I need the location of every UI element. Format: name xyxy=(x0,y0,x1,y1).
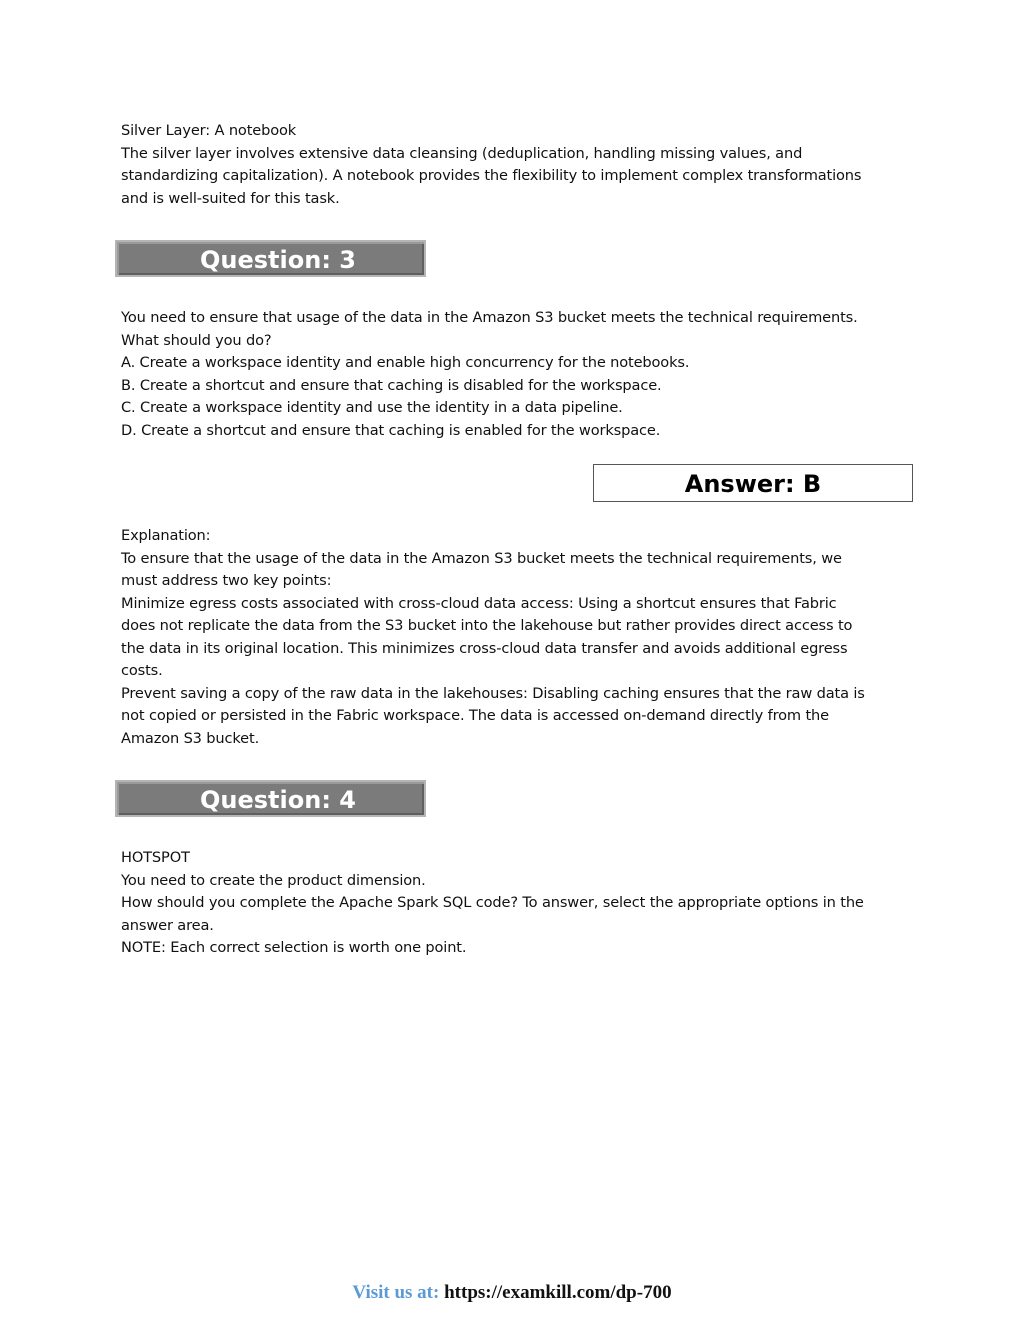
explanation-paragraph xyxy=(121,525,911,750)
page-footer xyxy=(0,1281,1024,1305)
option-d: D. Create a shortcut and ensure that caching is enabled for the workspace. xyxy=(121,421,661,439)
explanation-line: Minimize egress costs associated with cross-cloud data access: Using a shortcut ensures that Fabric xyxy=(121,594,837,612)
intro-line: and is well-suited for this task. xyxy=(121,189,340,207)
explanation-line: not copied or persisted in the Fabric workspace. The data is accessed on-demand directly from the xyxy=(121,707,829,724)
answer-label: Answer: B xyxy=(684,470,822,498)
explanation-line: Explanation: xyxy=(121,527,211,544)
question-4-line: How should you complete the Apache Spark SQL code? To answer, select the appropriate options in the xyxy=(121,894,864,911)
answer-box xyxy=(593,464,913,502)
question-4-line: answer area. xyxy=(121,916,214,934)
question-3-body xyxy=(121,307,911,442)
question-3-line: What should you do? xyxy=(121,331,272,349)
question-4-header xyxy=(115,780,426,817)
explanation-line: To ensure that the usage of the data in the Amazon S3 bucket meets the technical requirements, we xyxy=(121,549,842,567)
question-4-body xyxy=(121,847,911,960)
question-4-line: NOTE: Each correct selection is worth one point. xyxy=(121,939,467,956)
question-4-line: You need to create the product dimension. xyxy=(121,871,426,889)
question-3-header xyxy=(115,240,426,277)
explanation-line: Amazon S3 bucket. xyxy=(121,729,260,747)
option-b: B. Create a shortcut and ensure that caching is disabled for the workspace. xyxy=(121,376,662,394)
question-4-line: HOTSPOT xyxy=(121,849,190,866)
option-a: A. Create a workspace identity and enable high concurrency for the notebooks. xyxy=(121,354,690,371)
intro-line: standardizing capitalization). A notebook provides the flexibility to implement complex transformations xyxy=(121,167,862,184)
explanation-line: does not replicate the data from the S3 bucket into the lakehouse but rather provides direct access to xyxy=(121,617,853,634)
explanation-line: costs. xyxy=(121,662,163,679)
footer-url-link[interactable]: https://examkill.com/dp-700 xyxy=(444,1282,672,1303)
intro-line: The silver layer involves extensive data cleansing (deduplication, handling missing values, and xyxy=(121,144,803,162)
question-3-line: You need to ensure that usage of the data in the Amazon S3 bucket meets the technical requirements. xyxy=(121,309,858,326)
intro-line: Silver Layer: A notebook xyxy=(121,122,297,139)
explanation-line: Prevent saving a copy of the raw data in the lakehouses: Disabling caching ensures that the raw data is xyxy=(121,684,865,702)
footer-visit-label: Visit us at: xyxy=(352,1282,440,1303)
explanation-line: must address two key points: xyxy=(121,572,332,589)
question-4-title: Question: 4 xyxy=(200,786,356,814)
intro-paragraph xyxy=(121,120,911,210)
option-c: C. Create a workspace identity and use the identity in a data pipeline. xyxy=(121,399,623,416)
explanation-line: the data in its original location. This minimizes cross-cloud data transfer and avoids additional egress xyxy=(121,639,848,657)
question-3-title: Question: 3 xyxy=(200,246,356,274)
